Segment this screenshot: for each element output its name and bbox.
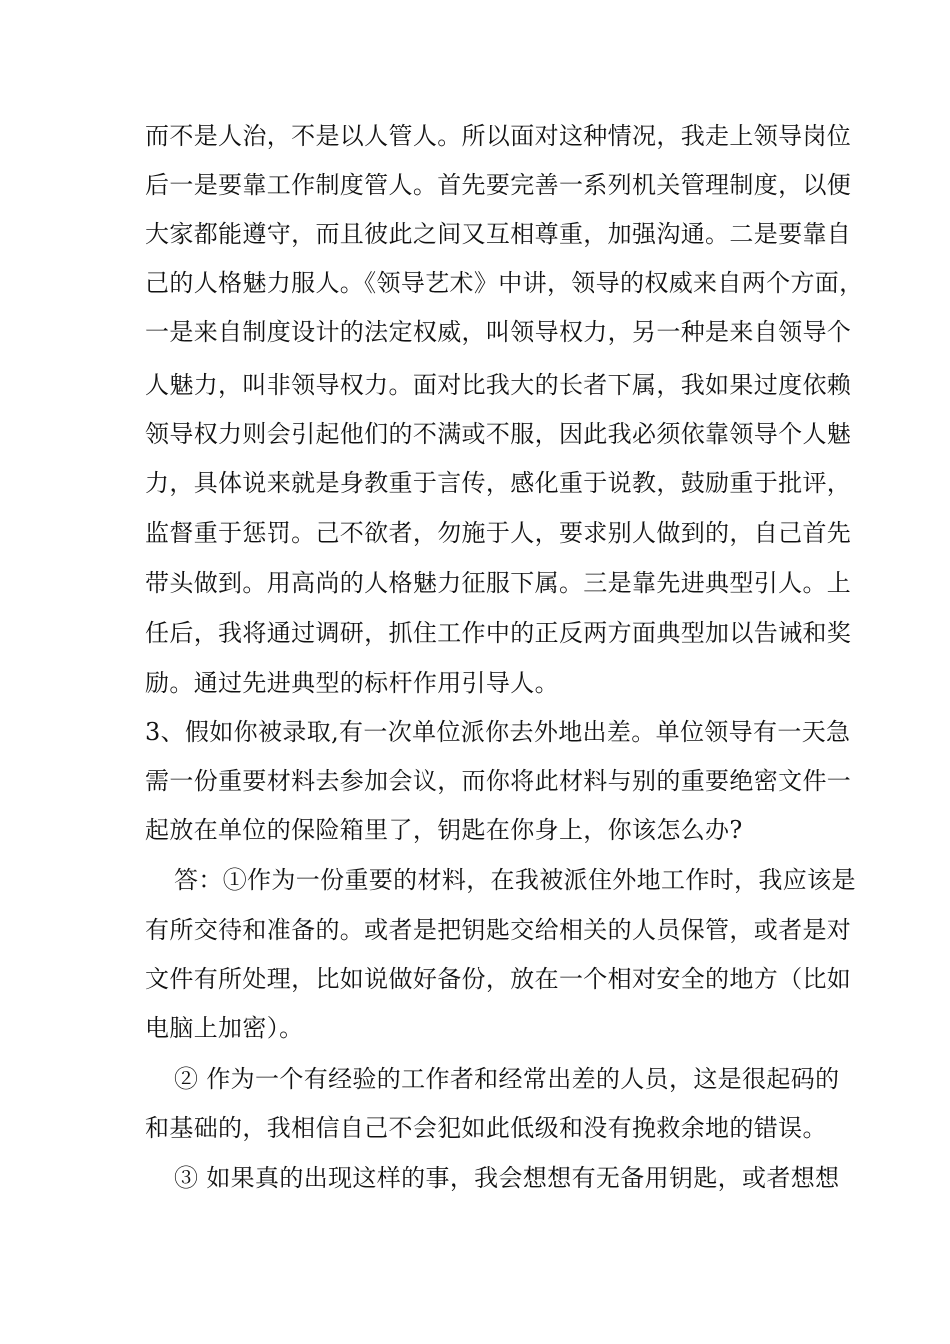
answer-line: 和基础的，我相信自己不会犯如此低级和没有挽救余地的错误。 bbox=[145, 1114, 827, 1142]
text-line: 而不是人治，不是以人管人。所以面对这种情况，我走上领导岗位 bbox=[145, 122, 852, 150]
answer-line: ③ 如果真的出现这样的事，我会想想有无备用钥匙，或者想想 bbox=[174, 1164, 840, 1192]
answer-line: 文件有所处理，比如说做好备份，放在一个相对安全的地方（比如 bbox=[145, 965, 852, 993]
question-line: 需一份重要材料去参加会议，而你将此材料与别的重要绝密文件一 bbox=[145, 767, 852, 795]
answer-line: 电脑上加密）。 bbox=[145, 1014, 304, 1042]
question-line: 起放在单位的保险箱里了，钥匙在你身上，你该怎么办? bbox=[145, 816, 743, 844]
text-line: 一是来自制度设计的法定权威，叫领导权力，另一种是来自领导个 bbox=[145, 318, 852, 346]
answer-line: 有所交待和准备的。或者是把钥匙交给相关的人员保管，或者是对 bbox=[145, 916, 852, 944]
text-line: 监督重于惩罚。己不欲者，勿施于人，要求别人做到的，自己首先 bbox=[145, 519, 852, 547]
answer-line: 答：①作为一份重要的材料，在我被派住外地工作时，我应该是 bbox=[174, 866, 856, 894]
text-line: 己的人格魅力服人。《领导艺术》中讲，领导的权威来自两个方面， bbox=[145, 269, 864, 297]
text-line: 力，具体说来就是身教重于言传，感化重于说教，鼓励重于批评， bbox=[145, 469, 852, 497]
text-line: 任后，我将通过调研，抓住工作中的正反两方面典型加以告诫和奖 bbox=[145, 619, 852, 647]
answer-line: ② 作为一个有经验的工作者和经常出差的人员，这是很起码的 bbox=[174, 1065, 840, 1093]
text-line: 大家都能遵守，而且彼此之间又互相尊重，加强沟通。二是要靠自 bbox=[145, 220, 852, 248]
text-line: 领导权力则会引起他们的不满或不服，因此我必须依靠领导个人魅 bbox=[145, 420, 852, 448]
text-line: 人魅力，叫非领导权力。面对比我大的长者下属，我如果过度依赖 bbox=[145, 371, 852, 399]
text-line: 励。通过先进典型的标杆作用引导人。 bbox=[145, 669, 559, 697]
text-line: 带头做到。用高尚的人格魅力征服下属。三是靠先进典型引人。上 bbox=[145, 569, 852, 597]
question-line: 3、假如你被录取,有一次单位派你去外地出差。单位领导有一天急 bbox=[145, 718, 851, 746]
text-line: 后一是要靠工作制度管人。首先要完善一系列机关管理制度，以便 bbox=[145, 171, 852, 199]
